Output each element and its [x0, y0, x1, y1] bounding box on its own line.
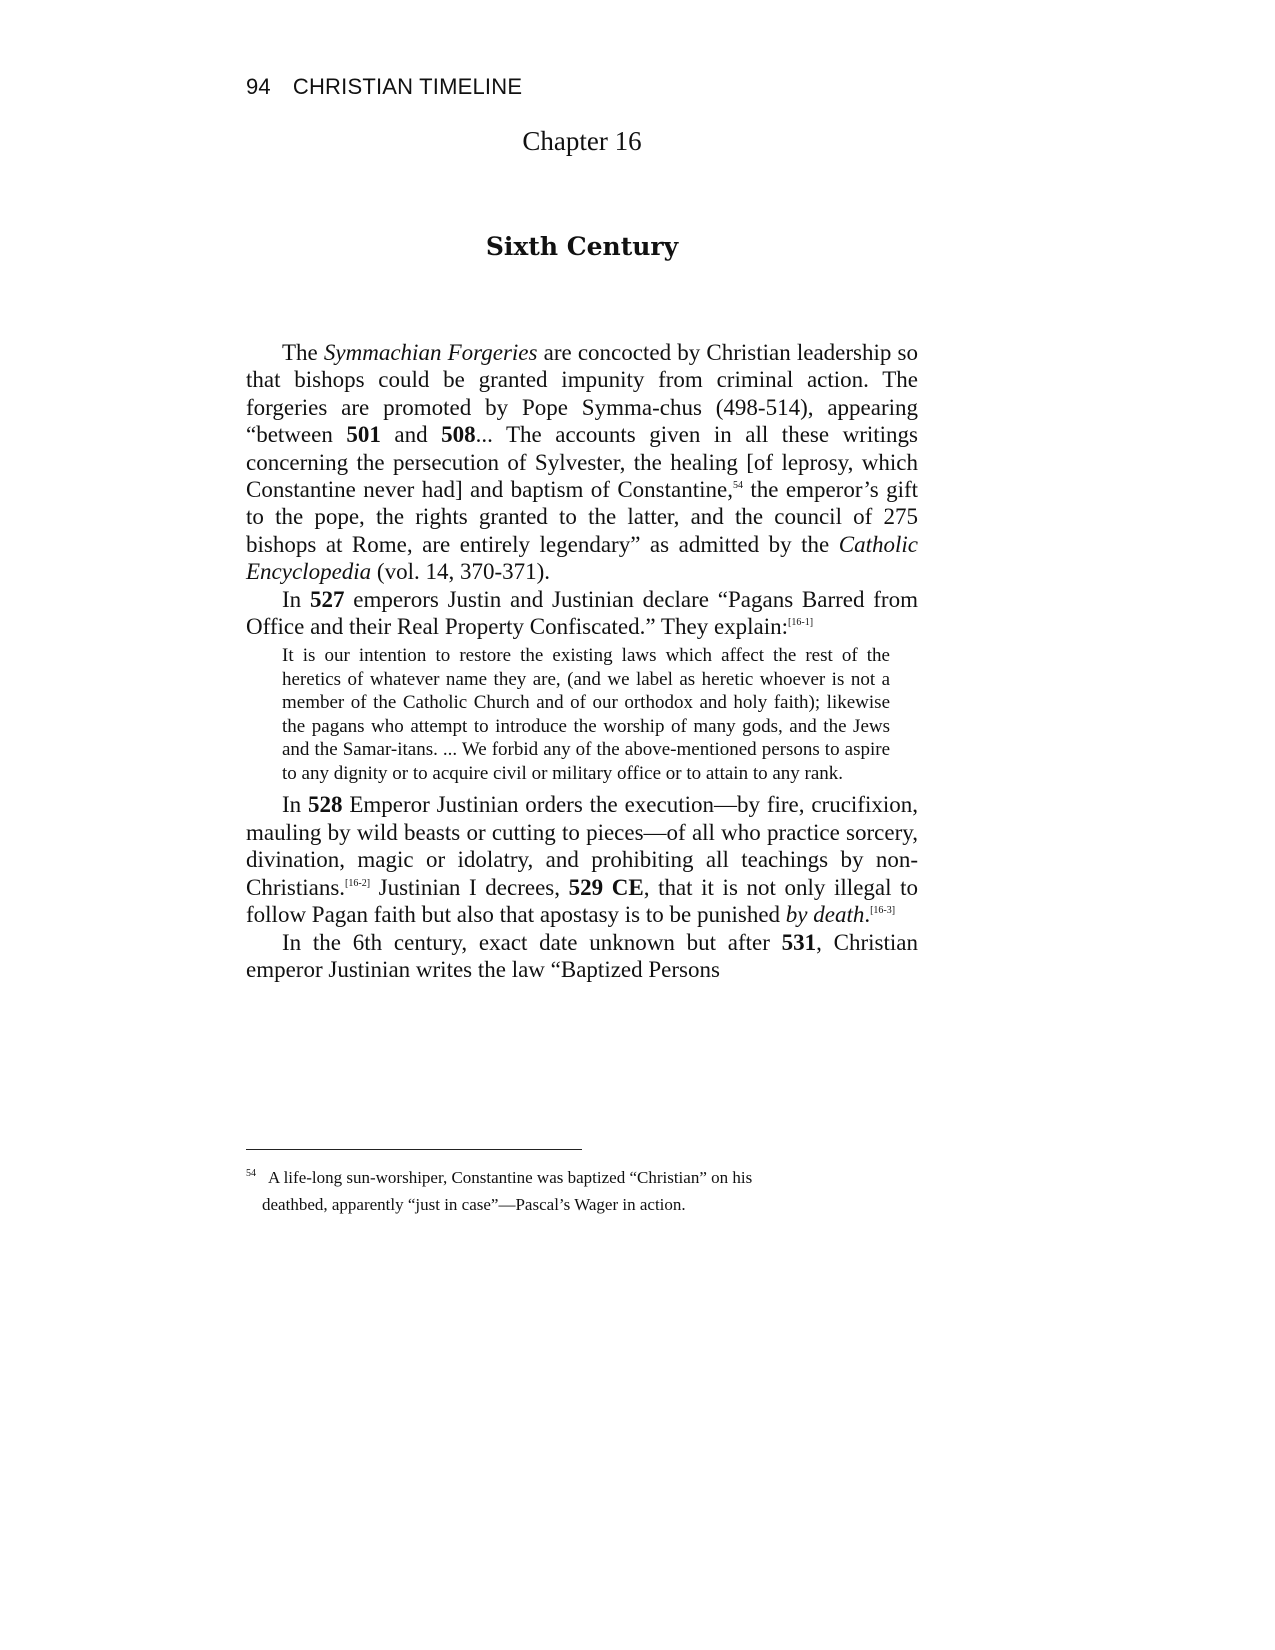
- paragraph-symmachian: The Symmachian Forgeries are concocted by Christian leadership so that bishops could be granted impunity from criminal action. The forgeries are promoted by Pope Symma-chus (498-514), appearing “between 501 and 508... The accounts given in all these writings concerning the persecution of Sylvester, the healing [of leprosy, which Constantine never had] and baptism of Constantine,$^{54}$ the emperor’s gift to the pope, the rights granted to the latter, and the council of 275 bishops at Rome, are entirely legendary” as admitted by the Catholic Encyclopedia (vol. 14, 370-371).: [246, 340, 919, 585]
- paragraph-528: In 528 Emperor Justinian orders the execution—by fire, crucifixion, mauling by wild beasts or cutting to pieces—of all who practice sorcery, divination, magic or idolatry, and prohibiting all teachings by non-Christians.[16-2] Justinian I decrees, 529 CE, that it is not only illegal to follow Pagan faith but also that apostasy is to be punished by death.[16-3]: [246, 792, 919, 928]
- bold-year: 528: [308, 792, 343, 818]
- footnote-number: 54: [246, 1168, 256, 1179]
- block-quote: It is our intention to restore the existing laws which affect the rest of the heretics of whatever name they are, (and we label as heretic whoever is not a member of the Catholic Church and of our orthodox and holy faith); likewise the pagans who attempt to introduce the worship of many gods, and the Jews and the Samar-itans. ... We forbid any of the above-mentioned persons to aspire to any dignity or to acquire civil or military office or to attain to any rank.: [282, 645, 890, 784]
- footnote: [246, 1160, 918, 1218]
- citation-ref: [16-3]: [870, 905, 896, 917]
- running-header: [246, 74, 522, 100]
- running-title: CHRISTIAN TIMELINE: [292, 74, 523, 99]
- paragraph-527: In 527 emperors Justin and Justinian declare “Pagans Barred from Office and their Real Property Confiscated.” They explain:[16-1]: [246, 586, 918, 640]
- bold-year: 501: [346, 422, 381, 448]
- emphasis-title: Symmachian Forgeries: [323, 340, 538, 365]
- footnote-line: deathbed, apparently “just in case”—Pascal’s Wager in action.: [262, 1195, 686, 1214]
- footnote-ref: 54: [732, 480, 743, 492]
- citation-ref: [16-1]: [788, 617, 814, 629]
- paragraph-531: In the 6th century, exact date unknown but after 531, Christian emperor Justinian writes the law “Baptized Persons: [246, 929, 918, 982]
- page-number: 94: [246, 74, 271, 99]
- bold-year: 529 CE: [568, 874, 644, 900]
- chapter-label: Chapter 16: [522, 126, 642, 156]
- bold-year: 508: [441, 422, 476, 448]
- citation-ref: [16-2]: [345, 877, 371, 889]
- bold-year: 531: [781, 929, 817, 955]
- body-text: [246, 339, 918, 983]
- emphasis-phrase: by death: [785, 902, 865, 928]
- emphasis-title: Catholic Encyclopedia: [246, 531, 918, 585]
- footnote-divider: [246, 1149, 582, 1150]
- chapter-title: Sixth Century: [485, 232, 679, 261]
- footnote-line: $^{54}$ A life-long sun-worshiper, Constantine was baptized “Christian” on his: [246, 1168, 753, 1187]
- bold-year: 527: [309, 586, 345, 612]
